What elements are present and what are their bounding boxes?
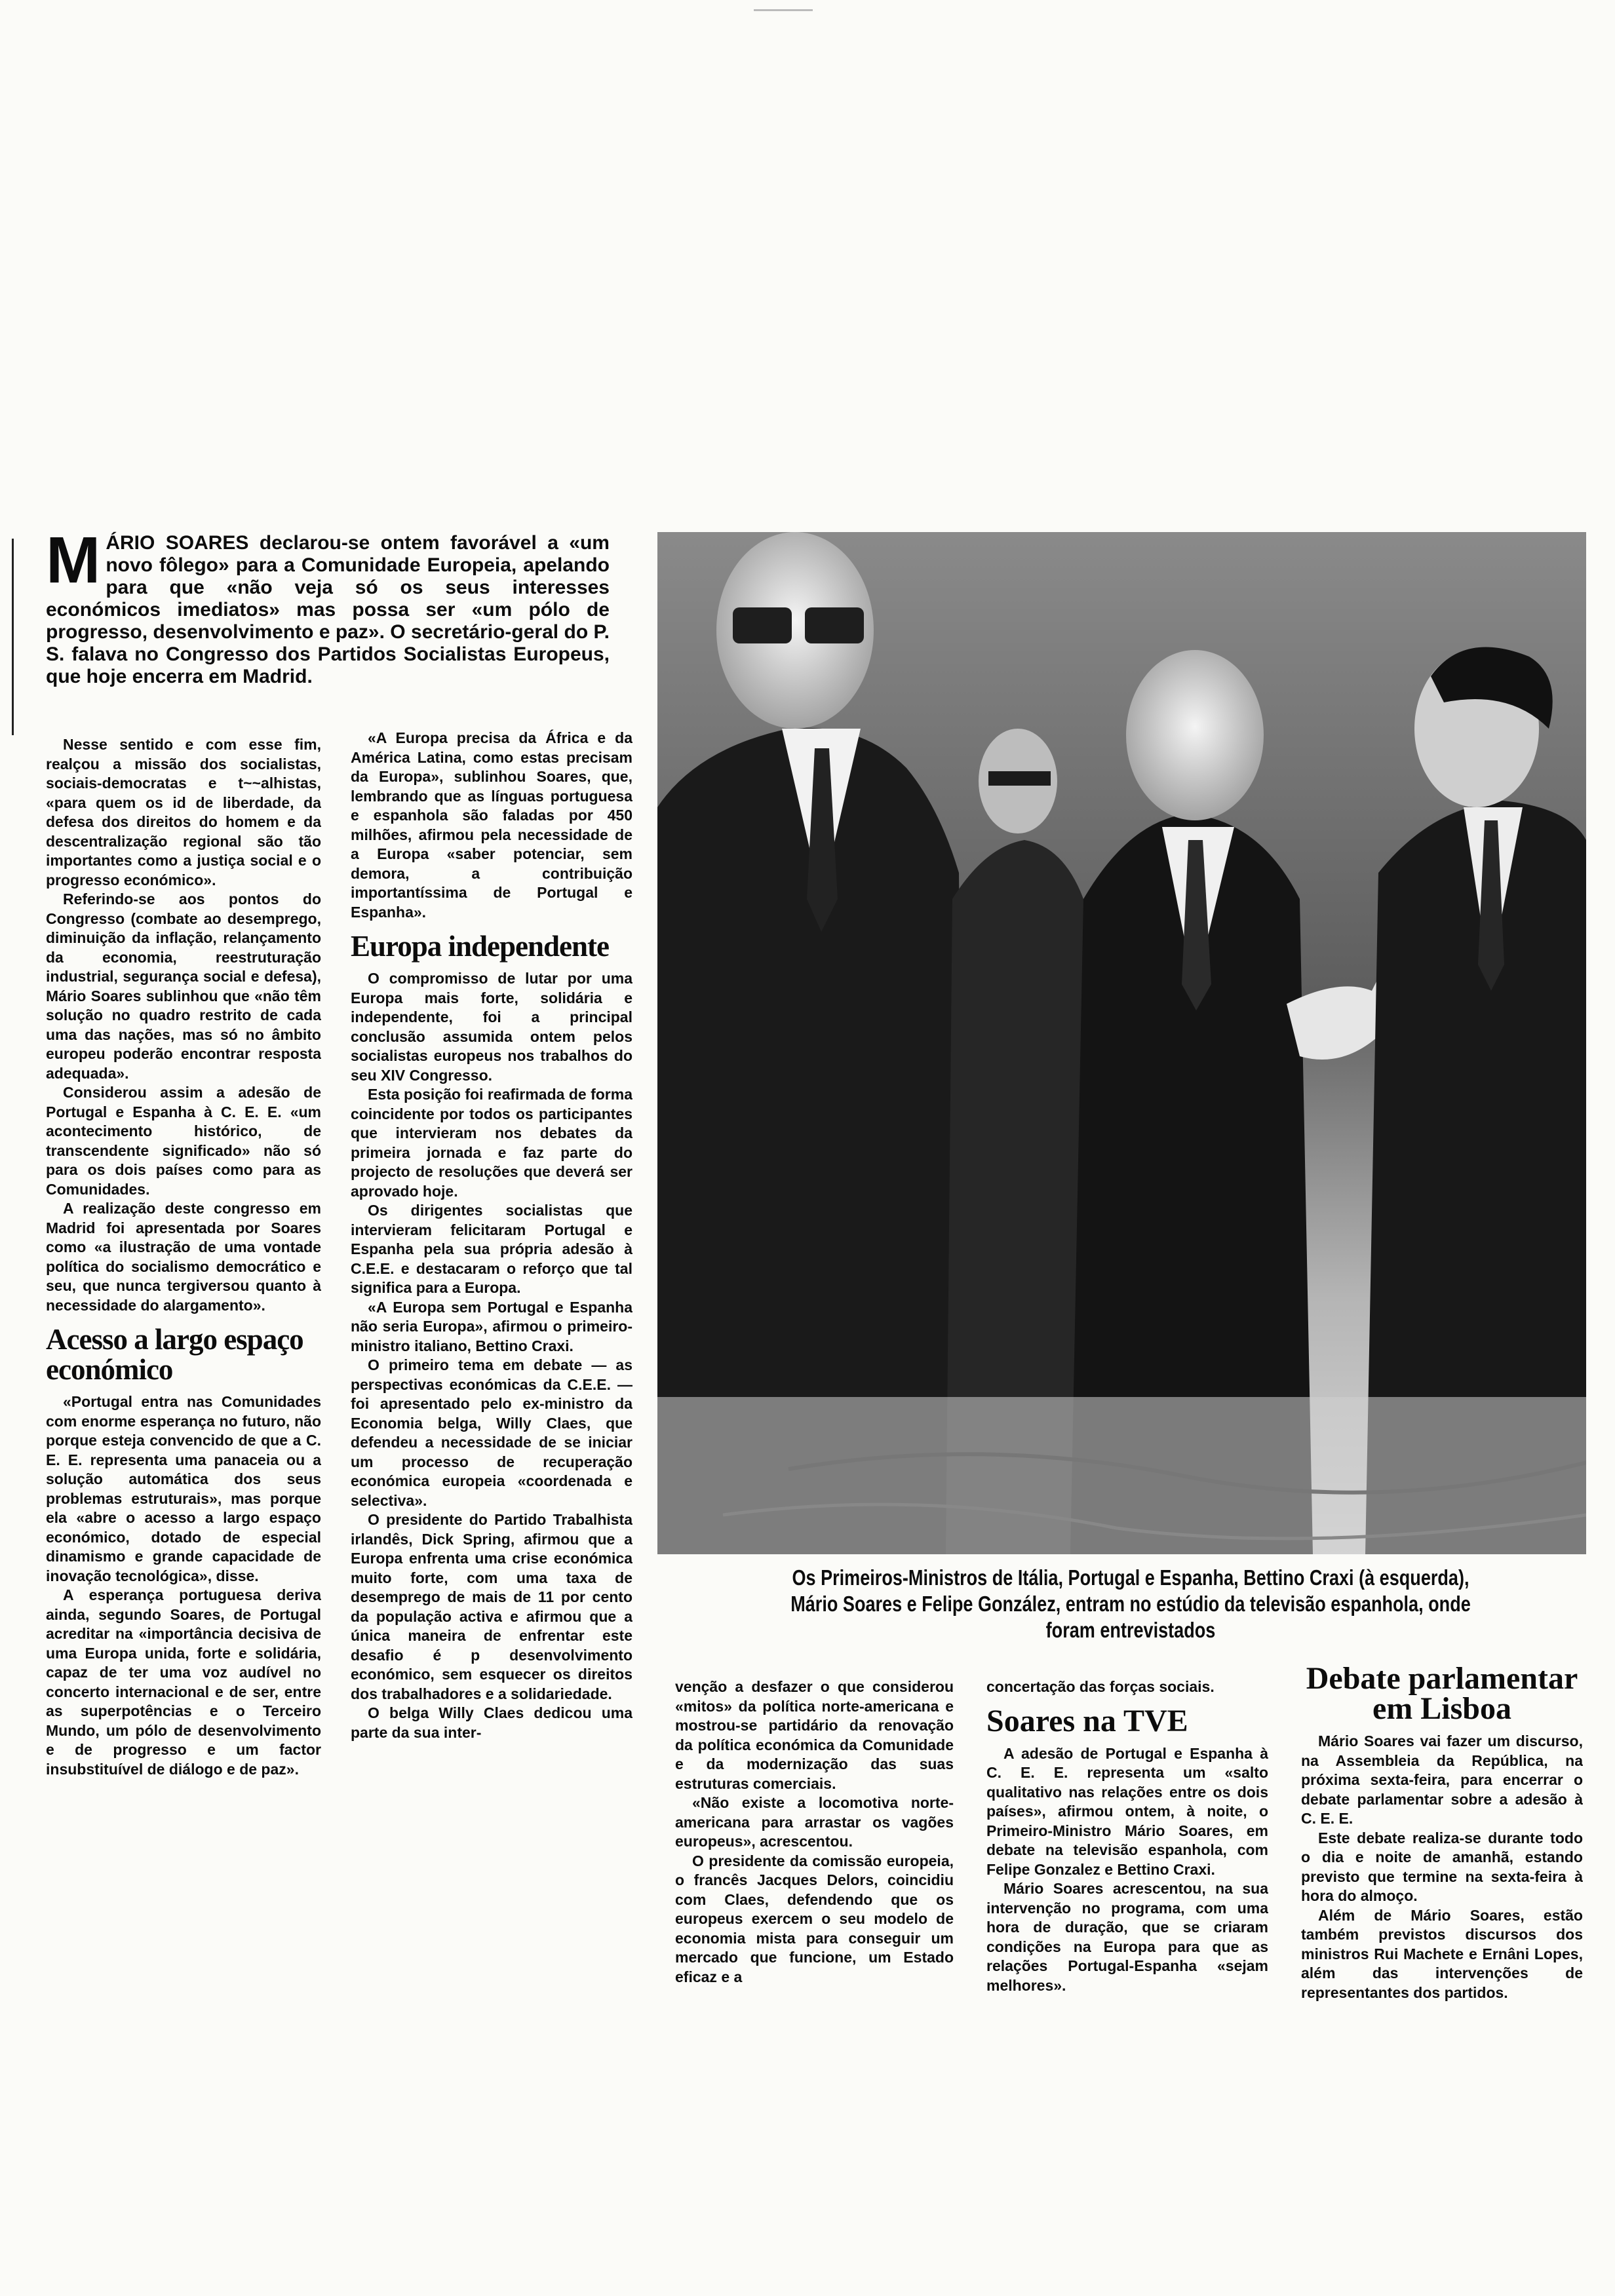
scan-artifact (754, 9, 813, 11)
paragraph: A esperança portuguesa deriva ainda, segundo Soares, de Portugal acreditar na «importância decisiva de uma Europa unida, forte e solidária, capaz de ter uma voz audível no concerto internacional e de ser, entre as superpotências e o Terceiro Mundo, um pólo de desenvolvimento e de progresso e um factor insubstituível de diálogo e de paz». (46, 1586, 321, 1778)
photo-image (657, 532, 1586, 1554)
paragraph: venção a desfazer o que considerou «mitos» da política norte-americana e mostrou-se partidário da renovação da política económica da Comunidade e da modernização das suas estruturas comerciais. (675, 1678, 954, 1792)
paragraph: Nesse sentido e com esse fim, realçou a missão dos socialistas, sociais-democratas e t~~alhistas, «para quem os id de liberdade, da defesa dos direitos do homem e da descentralização regional são tão importantes como a justiça social e o progresso económico». (46, 736, 321, 889)
section-heading: Acesso a largo espaço económico (46, 1323, 303, 1386)
margin-rule (12, 539, 14, 735)
column-3 (675, 1677, 954, 2234)
paragraph: O presidente da comissão europeia, o francês Jacques Delors, coincidiu com Claes, defendendo que os europeus exercem o seu modelo de economia mista para conseguir um mercado que funcione, um Estado eficaz e a (675, 1852, 954, 1985)
paragraph: concertação das forças sociais. (986, 1678, 1215, 1695)
column-5 (1301, 1655, 1583, 2231)
column-1 (46, 735, 321, 2236)
paragraph: O primeiro tema em debate — as perspectivas económicas da C.E.E. — foi apresentado pelo ex-ministro da Economia belga, Willy Claes, que defendeu a necessidade de se iniciar um processo de recuperação económica europeia «coordenada e selectiva». (351, 1356, 632, 1509)
paragraph: O compromisso de lutar por uma Europa mais forte, solidária e independente, foi a principal conclusão assumida ontem pelos socialistas europeus nos trabalhos do seu XIV Congresso. (351, 970, 632, 1084)
paragraph: «A Europa sem Portugal e Espanha não seria Europa», afirmou o primeiro-ministro italiano, Bettino Craxi. (351, 1298, 632, 1354)
paragraph: «A Europa precisa da África e da América Latina, como estas precisam da Europa», sublinhou Soares, que, lembrando que as línguas portuguesa e espanhola são faladas por 450 milhões, afirmou pela necessidade de a Europa «saber potenciar, sem demora, a contribuição importantíssima de Portugal e Espanha». (351, 729, 632, 921)
news-photo (657, 532, 1586, 1554)
paragraph: Referindo-se aos pontos do Congresso (combate ao desemprego, diminuição da inflação, relançamento da economia, reestruturação industrial, segurança social e defesa), Mário Soares sublinhou que «não têm solução no quadro restrito de cada uma das nações, mas só no âmbito europeu poderão encontrar resposta adequada». (46, 890, 321, 1082)
paragraph: Os dirigentes socialistas que intervieram felicitaram Portugal e Espanha pela sua própria adesão à C.E.E. e destacaram o reforço que tal significa para a Europa. (351, 1202, 632, 1296)
column-2 (351, 729, 632, 2236)
paragraph: «Portugal entra nas Comunidades com enorme esperança no futuro, não porque esteja convencido de que a C. E. E. representa uma panaceia ou a solução automática dos seus problemas estruturais», mas porque ela «abre o acesso a largo espaço económico, dotado de especial dinamismo e grande capacidade de inovação tecnológica», disse. (46, 1393, 321, 1584)
paragraph: Considerou assim a adesão de Portugal e Espanha à C. E. E. «um acontecimento histórico, de transcendente significado» não só para os dois países como para as Comunidades. (46, 1084, 321, 1198)
section-heading: Soares na TVE (986, 1703, 1188, 1738)
paragraph: Esta posição foi reafirmada de forma coincidente por todos os participantes que intervieram nos debates da primeira jornada e faz parte do projecto de resoluções que deverá ser aprovado hoje. (351, 1086, 632, 1200)
section-heading: Debate parlamentar em Lisboa (1306, 1661, 1578, 1726)
drop-cap: M (46, 524, 101, 597)
paragraph: «Não existe a locomotiva norte-americana para arrastar os vagões europeus», acrescentou. (675, 1794, 954, 1850)
lead-text: ÁRIO SOARES declarou-se ontem favorável a «um novo fôlego» para a Comunidade Europeia, apelando para que «não veja só os seus interesses económicos imediatos» mas possa ser «um pólo de progresso, desenvolvimento e paz». O secretário-geral do P. S. falava no Congresso dos Partidos Socialistas Europeus, que hoje encerra em Madrid. (46, 532, 610, 687)
paragraph: Este debate realiza-se durante todo o dia e noite de amanhã, estando previsto que termine na sexta-feira à hora do almoço. (1301, 1829, 1583, 1904)
column-4 (986, 1677, 1268, 2234)
paragraph: Além de Mário Soares, estão também previstos discursos dos ministros Rui Machete e Ernâni Lopes, além das intervenções de representantes dos partidos. (1301, 1906, 1583, 2001)
photo-caption: Os Primeiros-Ministros de Itália, Portugal e Espanha, Bettino Craxi (à esquerda), Mário Soares e Felipe González, entram no estúdio da televisão espanhola, onde foram entrevistados (790, 1565, 1471, 1642)
paragraph: A realização deste congresso em Madrid foi apresentada por Soares como «a ilustração de uma vontade política do socialismo democrático e seu, que nunca tergiversou quanto à necessidade do alargamento». (46, 1200, 321, 1314)
paragraph: Mário Soares vai fazer um discurso, na Assembleia da República, na próxima sexta-feira, para encerrar o debate parlamentar sobre a adesão à C. E. E. (1301, 1732, 1583, 1827)
lead-paragraph (46, 524, 610, 688)
paragraph: O presidente do Partido Trabalhista irlandês, Dick Spring, afirmou que a Europa enfrenta uma crise económica muito forte, com uma taxa de desemprego de mais de 11 por cento da população activa e afirmou que a única maneira de enfrentar este desafio é p desenvolvimento económico, sem esquecer os direitos dos trabalhadores e a solidariedade. (351, 1511, 632, 1702)
paragraph: A adesão de Portugal e Espanha à C. E. E. representa um «salto qualitativo nas relações entre os dois países», afirmou ontem, à noite, o Primeiro-Ministro Mário Soares, em debate na televisão espanhola, com Felipe Gonzalez e Bettino Craxi. (986, 1744, 1268, 1878)
paragraph: O belga Willy Claes dedicou uma parte da sua inter- (351, 1704, 632, 1741)
section-heading: Europa independente (351, 930, 610, 963)
paragraph: Mário Soares acrescentou, na sua intervenção no programa, com uma hora de duração, que se criaram condições na Europa para que as relações Portugal-Espanha «sejam melhores». (986, 1880, 1268, 1994)
